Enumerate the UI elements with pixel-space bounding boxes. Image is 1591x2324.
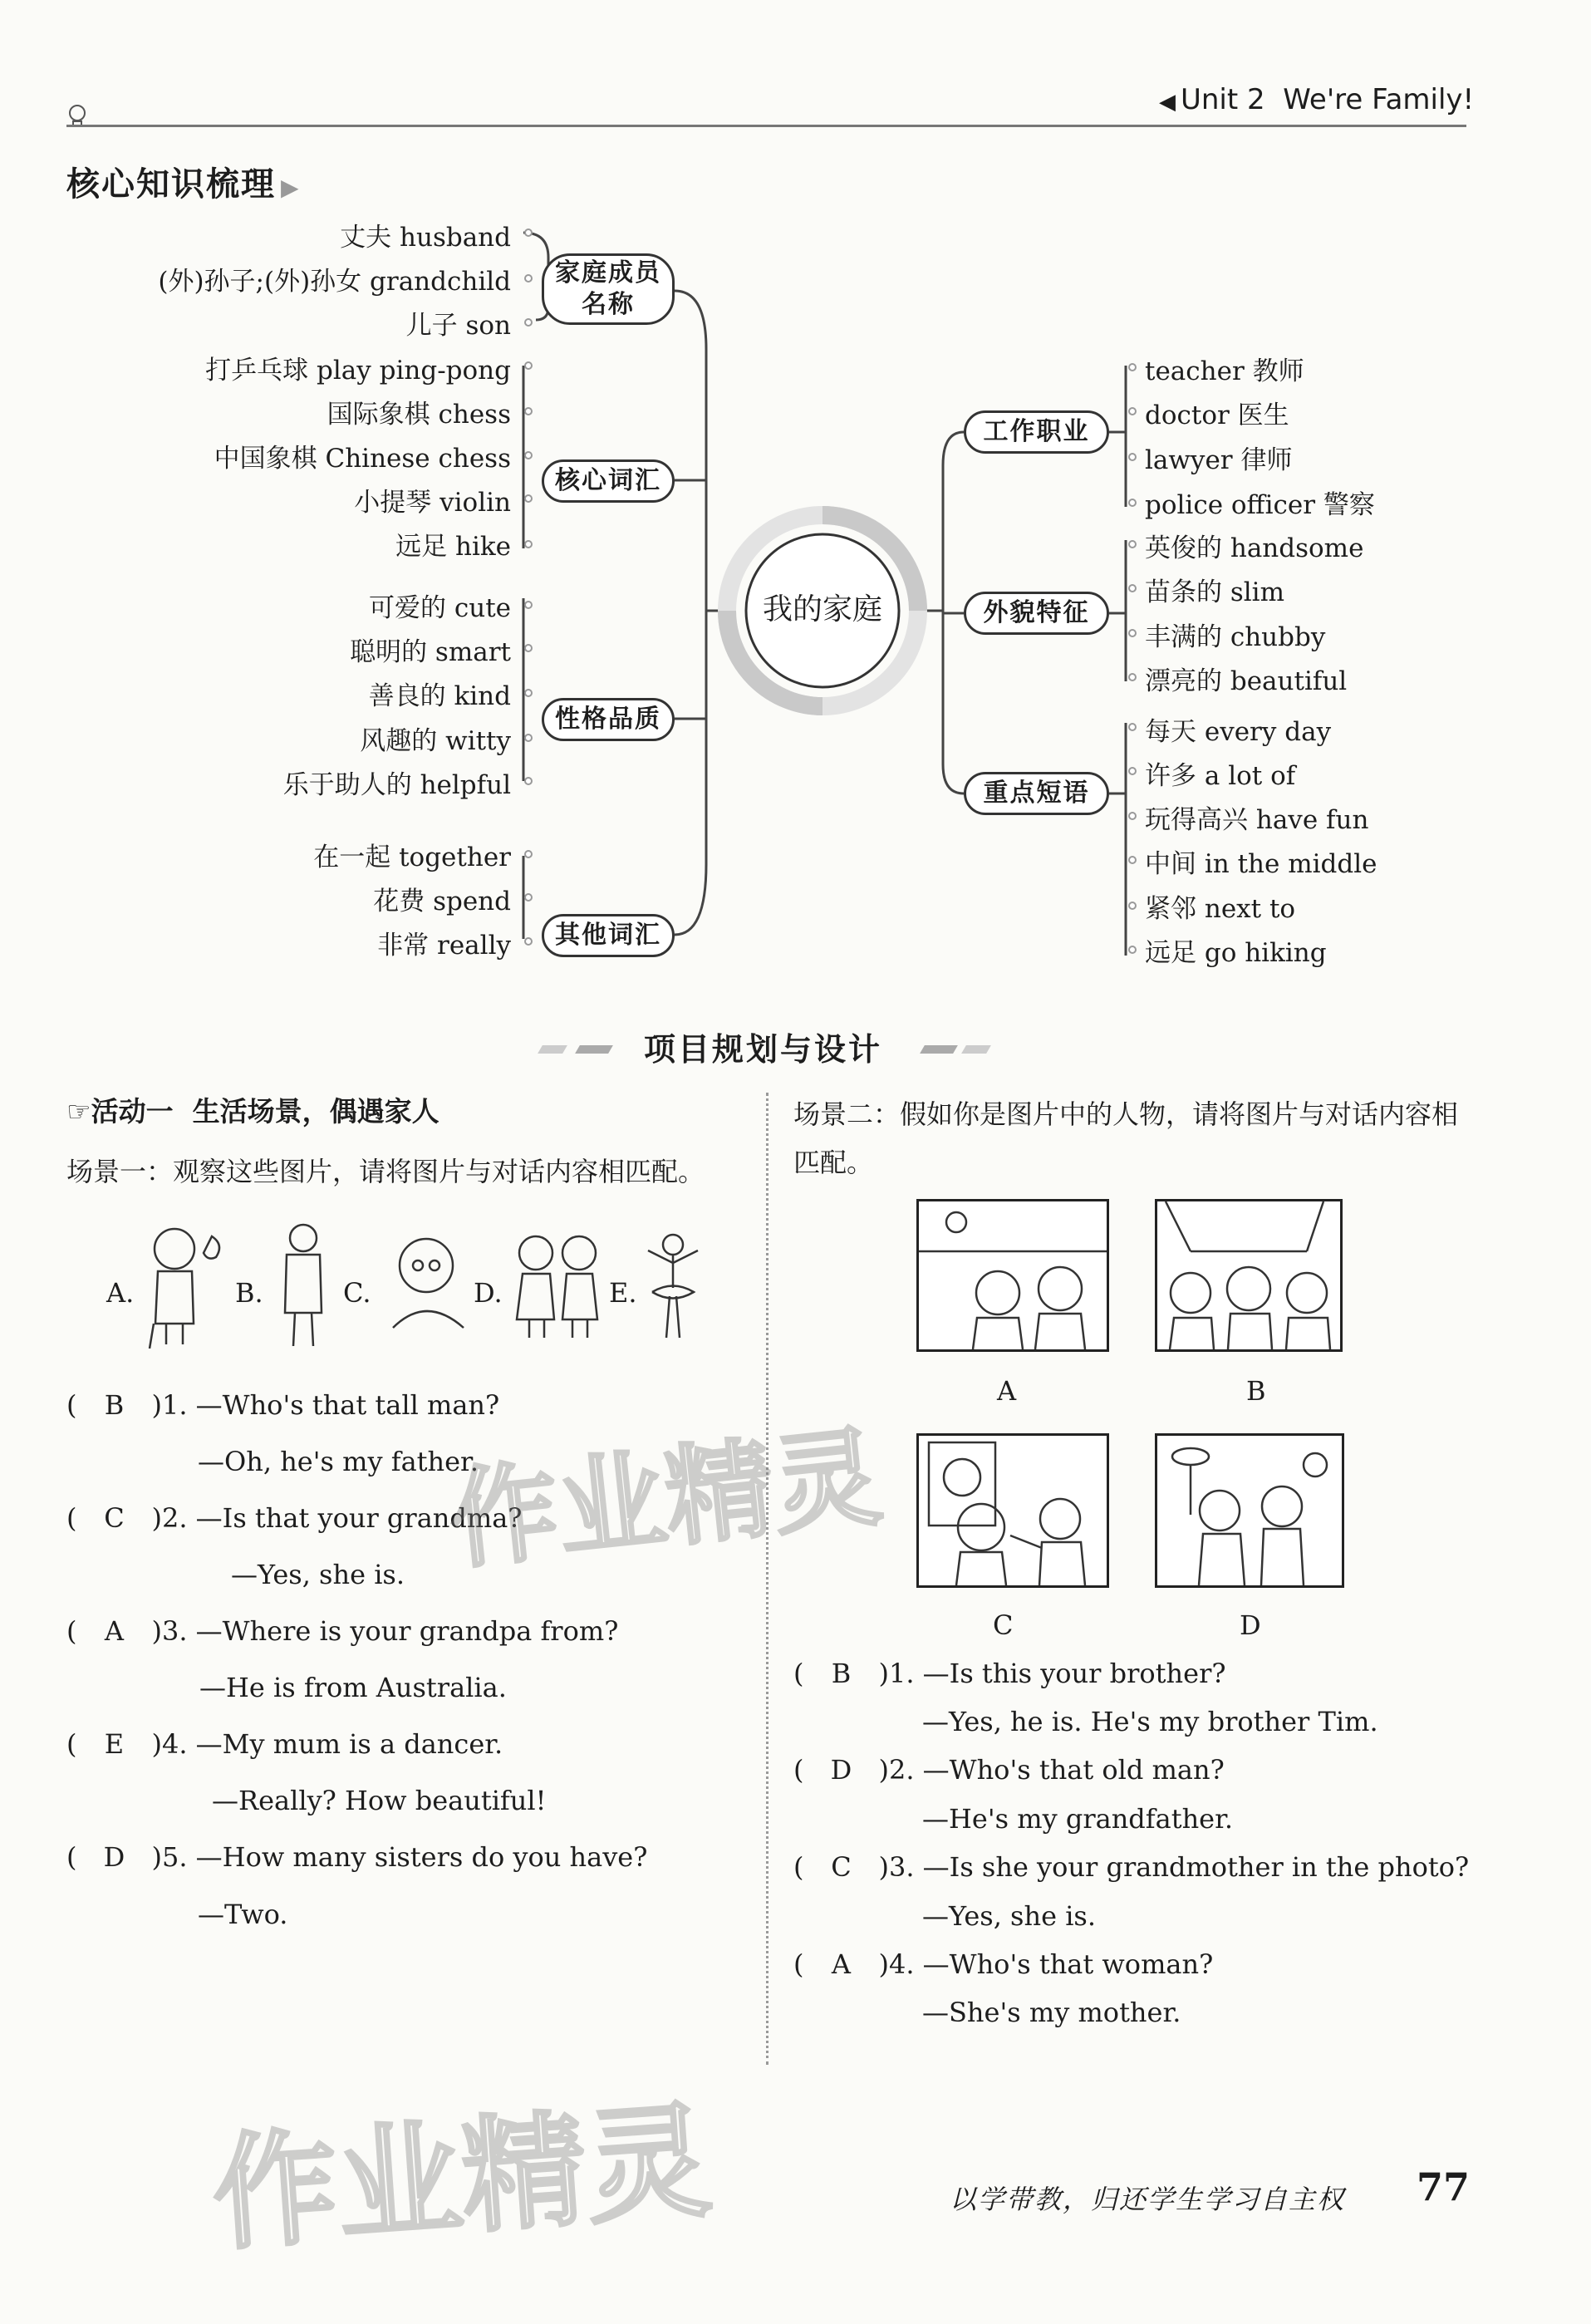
mm-item: lawyer 律师 <box>1145 445 1293 475</box>
tall-man-illustration <box>270 1221 336 1350</box>
scene2-picture-c <box>916 1433 1109 1588</box>
question-text: —Is that your grandma? <box>195 1502 523 1534</box>
question-number: )2. <box>151 1502 188 1534</box>
page-number: 77 <box>1417 2164 1471 2209</box>
triangle-right-icon: ▶ <box>281 174 301 201</box>
answer: A <box>831 1948 852 1980</box>
mm-item: 丰满的 chubby <box>1145 622 1326 652</box>
activity-title <box>66 1090 439 1129</box>
answer: A <box>104 1615 125 1647</box>
grandma-illustration <box>381 1228 476 1332</box>
footer-slogan: 以学带教，归还学生学习自主权 <box>950 2184 1346 2215</box>
mm-item: 小提琴 violin <box>354 488 511 518</box>
mm-item: 非常 really <box>377 931 511 961</box>
answer: D <box>830 1754 852 1786</box>
answer-line: —Two. <box>198 1899 288 1930</box>
question-number: )1. <box>878 1658 915 1689</box>
unit-number: Unit 2 <box>1181 83 1265 116</box>
question-line: ( B )1. —Who's that tall man? <box>66 1389 500 1421</box>
question-number: )1. <box>151 1389 188 1421</box>
question-line: ( D )2. —Who's that old man? <box>793 1754 1225 1786</box>
question-text: —How many sisters do you have? <box>195 1841 648 1873</box>
question-number: )3. <box>151 1615 188 1647</box>
answer-line: —Oh, he's my father. <box>198 1446 479 1477</box>
scene2-picture-a-drawing <box>919 1201 1107 1349</box>
question-line: ( B )1. —Is this your brother? <box>793 1658 1226 1689</box>
scene2-picture-c-drawing <box>919 1436 1107 1585</box>
activity-subtitle: 生活场景，偶遇家人 <box>192 1095 439 1128</box>
mm-item: 打乒乓球 play ping-pong <box>205 356 511 386</box>
question-line: ( E )4. —My mum is a dancer. <box>66 1728 503 1760</box>
answer-line: —He's my grandfather. <box>922 1803 1234 1835</box>
triangle-left-icon: ◀ <box>1159 90 1176 115</box>
mindmap-center: 我的家庭 <box>762 592 882 626</box>
node-jobs: 工作职业 <box>964 410 1109 454</box>
mm-item: 风趣的 witty <box>360 726 511 756</box>
question-number: )2. <box>878 1754 915 1786</box>
question-text: —Where is your grandpa from? <box>195 1615 619 1647</box>
question-line: ( A )4. —Who's that woman? <box>793 1948 1214 1980</box>
mm-item: doctor 医生 <box>1145 400 1289 430</box>
scene1-instruction: 场景一：观察这些图片，请将图片与对话内容相匹配。 <box>66 1156 705 1187</box>
answer-line: —She's my mother. <box>922 1997 1181 2028</box>
picture-label: D. <box>474 1277 503 1309</box>
answer: D <box>103 1841 125 1873</box>
activity-number: 活动一 <box>91 1095 174 1128</box>
mm-item: 远足 go hiking <box>1145 938 1327 968</box>
hand-pointer-icon: ☞ <box>66 1095 91 1128</box>
mm-item: 苗条的 slim <box>1145 577 1284 607</box>
mm-item: 紧邻 next to <box>1145 894 1296 924</box>
picture-label: D <box>1240 1609 1261 1641</box>
mm-item: 远足 hike <box>395 532 511 562</box>
question-text: —Is she your grandmother in the photo? <box>922 1851 1470 1883</box>
grandpa-illustration <box>137 1220 237 1349</box>
unit-title: We're Family! <box>1283 83 1475 116</box>
question-number: )4. <box>878 1948 915 1980</box>
mm-item: 聪明的 smart <box>350 637 511 667</box>
mm-item: teacher 教师 <box>1145 356 1304 386</box>
scene2-picture-d <box>1155 1433 1344 1588</box>
picture-label: B <box>1246 1375 1266 1407</box>
picture-label: E. <box>609 1277 637 1309</box>
mm-item: 许多 a lot of <box>1145 761 1296 791</box>
mm-item: 乐于助人的 helpful <box>282 770 511 800</box>
mm-item: (外)孙子;(外)孙女 grandchild <box>158 267 511 297</box>
picture-label: C <box>993 1609 1014 1641</box>
watermark: 作业精灵 <box>444 1413 887 1585</box>
answer: B <box>104 1389 125 1421</box>
project-title: 项目规划与设计 <box>644 1031 883 1068</box>
banner-dash <box>920 1045 958 1054</box>
dancer-illustration <box>640 1230 706 1342</box>
node-appearance: 外貌特征 <box>964 592 1109 635</box>
answer-line: —Really? How beautiful! <box>212 1785 547 1816</box>
picture-label: A. <box>106 1277 135 1309</box>
mm-item: 中间 in the middle <box>1145 849 1377 879</box>
picture-label: A <box>997 1375 1017 1407</box>
question-text: —Is this your brother? <box>922 1658 1226 1689</box>
node-other-vocab: 其他词汇 <box>542 914 675 957</box>
sisters-illustration <box>504 1228 612 1340</box>
mm-item: 漂亮的 beautiful <box>1145 666 1348 696</box>
column-divider <box>766 1093 768 2065</box>
mm-item: 花费 spend <box>373 887 511 916</box>
scene2-picture-b <box>1155 1199 1343 1352</box>
answer: C <box>831 1851 852 1883</box>
section-title-text: 核心知识梳理 <box>66 165 276 204</box>
question-text: —Who's that old man? <box>922 1754 1225 1786</box>
mm-item: 善良的 kind <box>368 681 511 711</box>
question-number: )4. <box>151 1728 188 1760</box>
question-line: ( A )3. —Where is your grandpa from? <box>66 1615 619 1647</box>
scene2-picture-a <box>916 1199 1109 1352</box>
answer: C <box>104 1502 125 1534</box>
scene2-picture-b-drawing <box>1157 1201 1340 1349</box>
question-line: ( D )5. —How many sisters do you have? <box>66 1841 648 1873</box>
question-line: ( C )3. —Is she your grandmother in the photo? <box>793 1851 1470 1883</box>
question-number: )3. <box>878 1851 915 1883</box>
node-family-members: 家庭成员名称 <box>542 253 675 325</box>
scene2-instruction: 场景二：假如你是图片中的人物，请将图片与对话内容相匹配。 <box>793 1098 1459 1178</box>
answer-line: —Yes, he is. He's my brother Tim. <box>922 1706 1378 1737</box>
question-text: —My mum is a dancer. <box>195 1728 503 1760</box>
answer-line: —Yes, she is. <box>922 1900 1097 1932</box>
picture-label: C. <box>343 1277 371 1309</box>
question-number: )5. <box>151 1841 188 1873</box>
node-core-vocab: 核心词汇 <box>542 459 675 503</box>
banner-dash <box>575 1045 613 1054</box>
question-text: —Who's that tall man? <box>195 1389 500 1421</box>
mm-item: 玩得高兴 have fun <box>1145 805 1369 835</box>
answer-line: —He is from Australia. <box>199 1672 507 1703</box>
answer: E <box>104 1728 125 1760</box>
banner-dash <box>961 1045 991 1054</box>
mm-item: police officer 警察 <box>1145 490 1375 520</box>
answer: B <box>831 1658 852 1689</box>
banner-dash <box>538 1045 567 1054</box>
answer-line: —Yes, she is. <box>231 1559 405 1590</box>
question-line: ( C )2. —Is that your grandma? <box>66 1502 523 1534</box>
picture-label: B. <box>235 1277 263 1309</box>
node-character: 性格品质 <box>542 698 675 741</box>
node-phrases: 重点短语 <box>964 772 1109 815</box>
mm-item: 国际象棋 chess <box>327 400 511 430</box>
mm-item: 每天 every day <box>1145 717 1332 747</box>
mm-item: 中国象棋 Chinese chess <box>214 444 511 474</box>
mm-item: 英俊的 handsome <box>1145 533 1364 563</box>
watermark: 作业精灵 <box>208 2089 716 2268</box>
scene2-picture-d-drawing <box>1157 1436 1342 1585</box>
mm-item: 儿子 son <box>405 311 511 341</box>
mm-item: 可爱的 cute <box>369 593 511 623</box>
mm-item: 在一起 together <box>313 843 511 872</box>
mm-item: 丈夫 husband <box>340 223 511 253</box>
question-text: —Who's that woman? <box>922 1948 1214 1980</box>
